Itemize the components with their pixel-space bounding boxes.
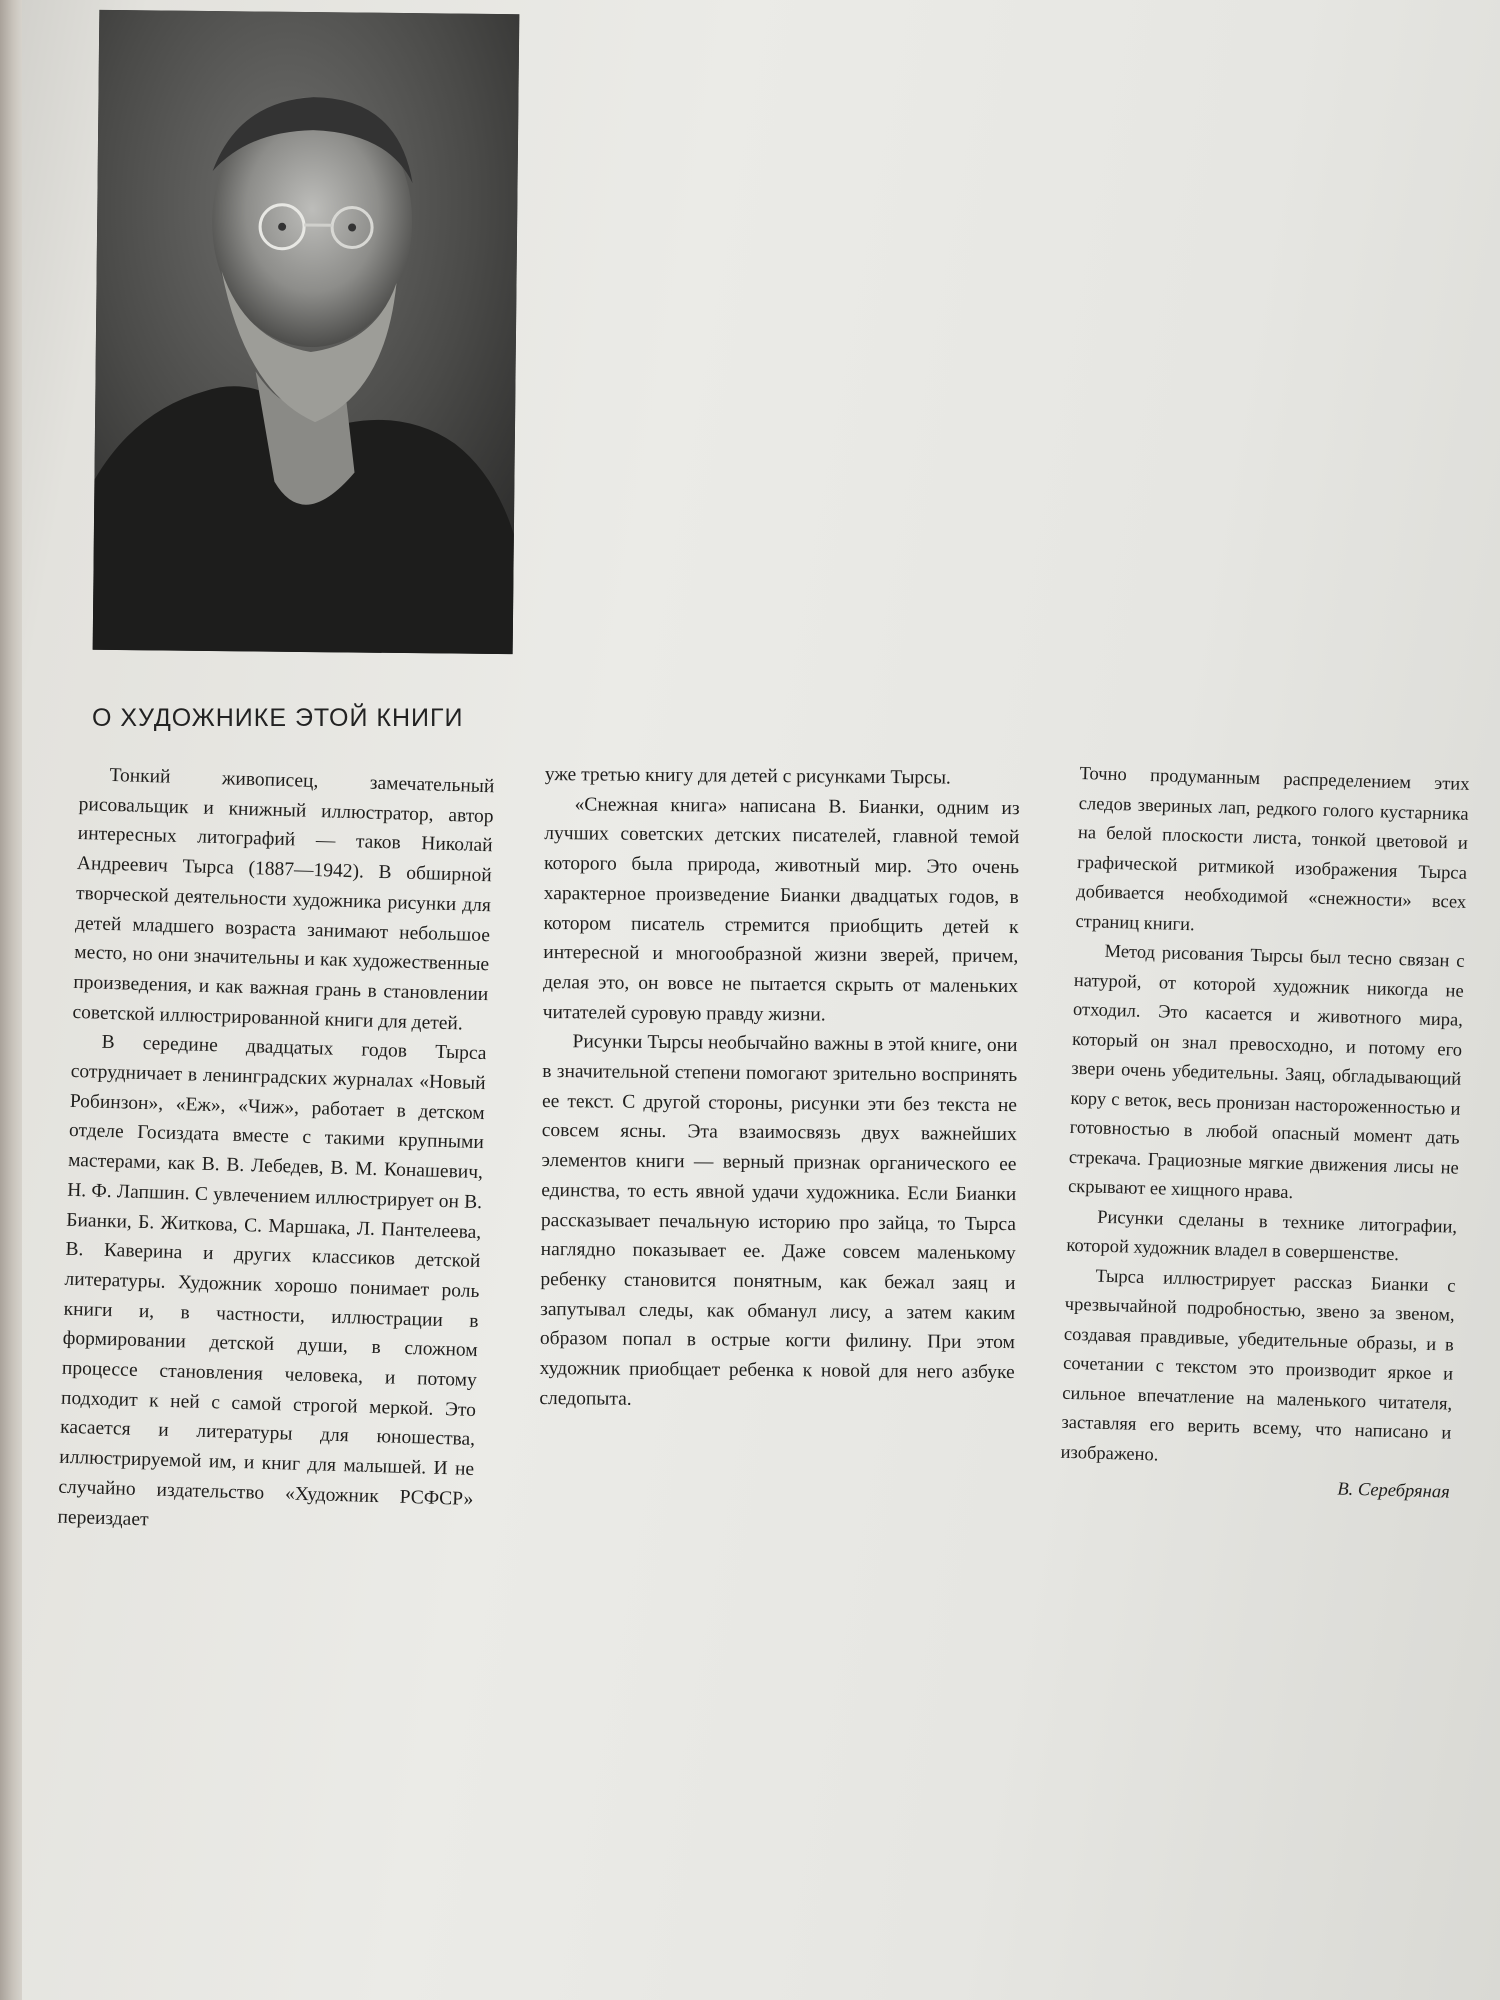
text-column-3	[1059, 760, 1469, 1508]
paragraph: В середине двадцатых годов Тырса сотрудничает в ленинградских журналах «Новый Робинзон», «Еж», «Чиж», работает в детском отделе Госиздата вместе с такими крупными мастерами, как В. В. Лебедев, В. М. Конашевич, Н. Ф. Лапшин. С увлечением иллюстрирует он В. Бианки, Б. Житкова, С. Маршака, Л. Пантелеева, В. Каверина и других классиков детской литературы. Художник хорошо понимает роль книги и, в частности, иллюстрации в формировании детской души, в сложном процессе становления человека, и потому подходит к ней с самой строгой меркой. Это касается и литературы для юношества, иллюстрируемой им, и книг для малышей. И не случайно издательство «Художник РСФСР» переиздает	[57, 1032, 487, 1530]
author-signature: В. Серебряная	[1337, 1479, 1450, 1503]
page-edge	[0, 0, 22, 2000]
paragraph: уже третью книгу для детей с рисунками Тырсы.	[544, 763, 951, 789]
paragraph: «Снежная книга» написана В. Бианки, одним из лучших советских детских писателей, главной темой которого была природа, животный мир. Это очень характерное произведение Бианки двадцатых годов, в котором писатель стремится приобщить детей к интересной и многообразной жизни зверей, причем, делая это, он вовсе не пытается скрыть от маленьких читателей суровую правду жизни.	[542, 793, 1020, 1026]
artist-portrait	[93, 10, 520, 654]
paragraph: Тонкий живописец, замечательный рисовальщик и книжный иллюстратор, автор интересных литографий — таков Николай Андреевич Тырса (1887—1942). В обширной творческой деятельности художника рисунки для детей младшего возраста занимают небольшое место, но они значительны и как художественные произведения, и как важная грань в становлении советской иллюстрированной книги для детей.	[72, 764, 495, 1035]
text-column-2	[539, 760, 1020, 1418]
text-column-1	[57, 760, 495, 1544]
portrait-image	[93, 10, 520, 654]
paragraph: Рисунки Тырсы необычайно важны в этой книге, они в значительной степени помогают зрительно воспринять ее текст. С другой стороны, рисунки эти без текста не совсем ясны. Эта взаимосвязь двух важнейших элементов книги — верный признак органического ее единства, то есть явной удачи художника. Если Бианки рассказывает печальную историю про зайца, то Тырса наглядно показывает ее. Даже совсем маленькому ребенку становится понятным, как бежал заяц и запутывал следы, как обманул лису, а затем каким образом попал в острые когти филину. При этом художник приобщает ребенка к новой для него азбуке следопыта.	[539, 1031, 1018, 1410]
paragraph: Метод рисования Тырсы был тесно связан с натурой, от которой художник никогда не отходил. Это касается и животного мира, который он знал превосходно, и потому его звери очень убедительны. Заяц, обгладывающий кору с веток, весь пронизан настороженностью и готовностью в любой опасный момент дать стрекача. Грациозные мягкие движения лисы не скрывают ее хищного нрава.	[1067, 941, 1465, 1204]
article-heading: О ХУДОЖНИКЕ ЭТОЙ КНИГИ	[92, 704, 464, 732]
paragraph: Точно продуманным распределением этих следов звериных лап, редкого голого кустарника на белой плоскости листа, тонкой цветовой и графической ритмикой изображения Тырса добивается необходимой «снежности» всех страниц книги.	[1075, 763, 1470, 935]
paragraph: Тырса иллюстрирует рассказ Бианки с чрезвычайной подробностью, звено за звеном, создавая правдивые, убедительные образы, и в сочетании с текстом это производит яркое и сильное впечатление на маленького читателя, заставляя его верить всему, что написано и изображено.	[1060, 1266, 1456, 1465]
paragraph: Рисунки сделаны в технике литографии, которой художник владел в совершенстве.	[1066, 1207, 1458, 1266]
